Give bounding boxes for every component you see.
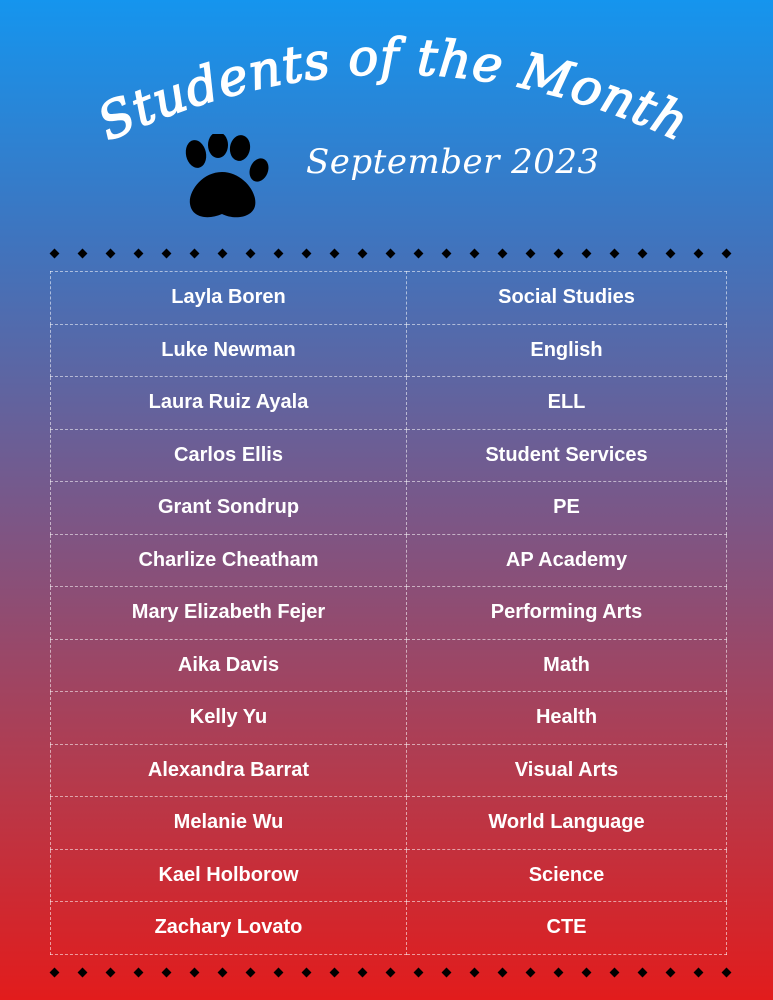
- student-department: Science: [407, 849, 727, 902]
- diamond-icon: [218, 248, 228, 258]
- diamond-icon: [582, 248, 592, 258]
- diamond-icon: [330, 967, 340, 977]
- diamond-icon: [162, 967, 172, 977]
- diamond-icon: [638, 248, 648, 258]
- student-department: CTE: [407, 902, 727, 955]
- student-name: Aika Davis: [51, 639, 407, 692]
- student-name: Charlize Cheatham: [51, 534, 407, 587]
- table-row: [51, 587, 727, 640]
- diamond-icon: [470, 248, 480, 258]
- diamond-icon: [358, 248, 368, 258]
- diamond-icon: [666, 248, 676, 258]
- diamond-icon: [526, 967, 536, 977]
- diamond-icon: [302, 248, 312, 258]
- paw-print-icon: [174, 134, 272, 224]
- diamond-icon: [554, 967, 564, 977]
- table-row: [51, 482, 727, 535]
- student-department: Student Services: [407, 429, 727, 482]
- bottom-diamond-divider: [51, 966, 730, 978]
- student-name: Luke Newman: [51, 324, 407, 377]
- diamond-icon: [190, 248, 200, 258]
- student-name: Melanie Wu: [51, 797, 407, 850]
- table-row: [51, 324, 727, 377]
- diamond-icon: [470, 967, 480, 977]
- diamond-icon: [386, 248, 396, 258]
- student-department: Math: [407, 639, 727, 692]
- student-name: Grant Sondrup: [51, 482, 407, 535]
- diamond-icon: [134, 248, 144, 258]
- diamond-icon: [302, 967, 312, 977]
- diamond-icon: [694, 967, 704, 977]
- diamond-icon: [274, 248, 284, 258]
- diamond-icon: [330, 248, 340, 258]
- table-row: [51, 692, 727, 745]
- diamond-icon: [274, 967, 284, 977]
- diamond-icon: [498, 248, 508, 258]
- student-name: Laura Ruiz Ayala: [51, 377, 407, 430]
- diamond-icon: [442, 967, 452, 977]
- student-department: Social Studies: [407, 272, 727, 325]
- diamond-icon: [442, 248, 452, 258]
- diamond-icon: [162, 248, 172, 258]
- student-department: Visual Arts: [407, 744, 727, 797]
- diamond-icon: [554, 248, 564, 258]
- table-row: [51, 639, 727, 692]
- table-row: [51, 272, 727, 325]
- diamond-icon: [498, 967, 508, 977]
- student-department: PE: [407, 482, 727, 535]
- table-row: [51, 377, 727, 430]
- table-row: [51, 849, 727, 902]
- student-department: Performing Arts: [407, 587, 727, 640]
- diamond-icon: [106, 248, 116, 258]
- student-name: Kelly Yu: [51, 692, 407, 745]
- table-row: [51, 902, 727, 955]
- diamond-icon: [134, 967, 144, 977]
- diamond-icon: [386, 967, 396, 977]
- student-department: Health: [407, 692, 727, 745]
- diamond-icon: [218, 967, 228, 977]
- student-department: ELL: [407, 377, 727, 430]
- diamond-icon: [610, 967, 620, 977]
- student-name: Alexandra Barrat: [51, 744, 407, 797]
- student-name: Mary Elizabeth Fejer: [51, 587, 407, 640]
- diamond-icon: [50, 967, 60, 977]
- diamond-icon: [106, 967, 116, 977]
- diamond-icon: [610, 248, 620, 258]
- table-row: [51, 534, 727, 587]
- table-row: [51, 797, 727, 850]
- diamond-icon: [638, 967, 648, 977]
- students-table: [50, 271, 727, 955]
- student-department: AP Academy: [407, 534, 727, 587]
- diamond-icon: [694, 248, 704, 258]
- table-row: [51, 744, 727, 797]
- diamond-icon: [190, 967, 200, 977]
- diamond-icon: [246, 967, 256, 977]
- diamond-icon: [526, 248, 536, 258]
- diamond-icon: [246, 248, 256, 258]
- student-department: English: [407, 324, 727, 377]
- student-name: Layla Boren: [51, 272, 407, 325]
- diamond-icon: [722, 248, 732, 258]
- diamond-icon: [50, 248, 60, 258]
- page-title-text: Students of the Month: [89, 27, 698, 153]
- student-name: Zachary Lovato: [51, 902, 407, 955]
- diamond-icon: [582, 967, 592, 977]
- diamond-icon: [722, 967, 732, 977]
- diamond-icon: [358, 967, 368, 977]
- diamond-icon: [78, 248, 88, 258]
- student-department: World Language: [407, 797, 727, 850]
- student-name: Kael Holborow: [51, 849, 407, 902]
- diamond-icon: [78, 967, 88, 977]
- page-subtitle: September 2023: [306, 142, 600, 182]
- student-name: Carlos Ellis: [51, 429, 407, 482]
- top-diamond-divider: [51, 247, 730, 259]
- diamond-icon: [666, 967, 676, 977]
- diamond-icon: [414, 967, 424, 977]
- diamond-icon: [414, 248, 424, 258]
- table-row: [51, 429, 727, 482]
